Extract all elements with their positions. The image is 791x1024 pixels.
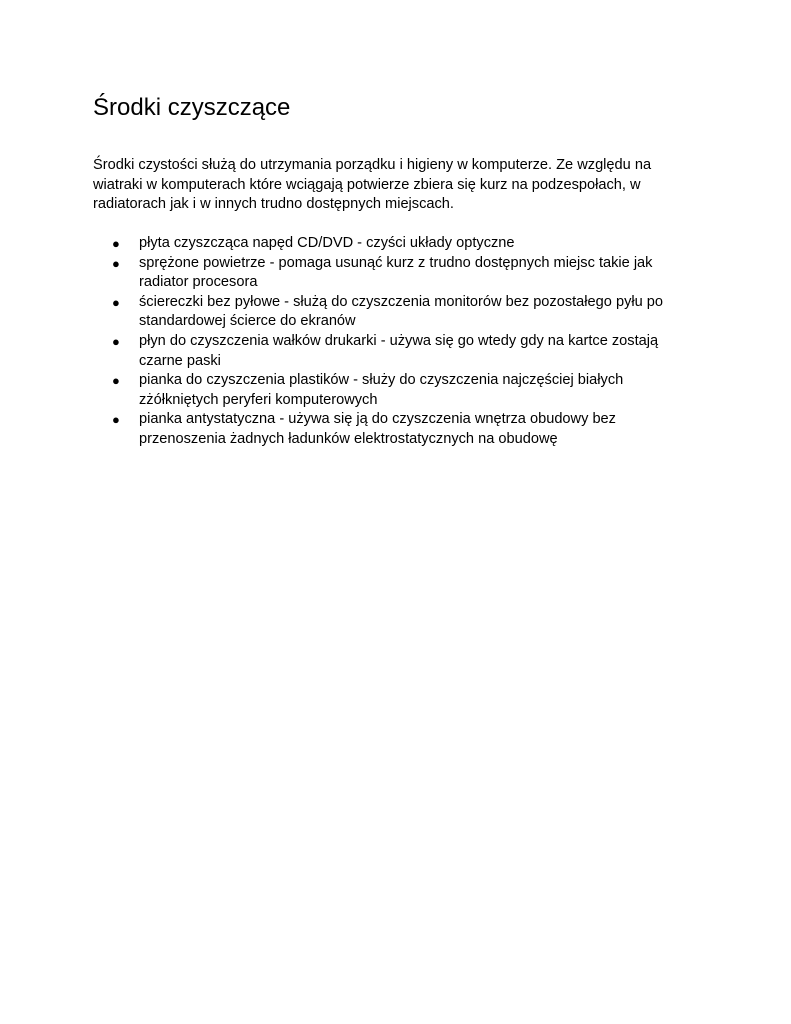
list-item-text: płyta czyszcząca napęd CD/DVD - czyści układy optyczne (139, 235, 515, 251)
list-item (93, 332, 693, 371)
bullet-icon: ● (112, 236, 120, 251)
list-item (93, 234, 693, 254)
list-item-text: sprężone powietrze - pomaga usunąć kurz z trudno dostępnych miejsc takie jak radiator procesora (139, 254, 653, 291)
bullet-icon: ● (112, 294, 120, 310)
list-item (93, 371, 693, 410)
bullet-list (93, 234, 693, 450)
bullet-icon: ● (112, 412, 120, 428)
list-item-text: pianka do czyszczenia plastików - służy do czyszczenia najczęściej białych zżółkniętych peryferi komputerowych (139, 372, 624, 408)
list-item (93, 254, 693, 293)
list-item-text: ściereczki bez pyłowe - służą do czyszczenia monitorów bez pozostałego pyłu po standardowej ścierce do ekranów (139, 293, 664, 330)
list-item (93, 410, 693, 449)
list-item (93, 293, 693, 332)
bullet-icon: ● (112, 373, 120, 389)
bullet-icon: ● (112, 255, 120, 271)
list-item-text: płyn do czyszczenia wałków drukarki - używa się go wtedy gdy na kartce zostają czarne paski (139, 332, 659, 369)
list-item-text: pianka antystatyczna - używa się ją do czyszczenia wnętrza obudowy bez przenoszenia żadnych ładunków elektrostatycznych na obudowę (139, 411, 616, 447)
bullet-icon: ● (112, 333, 120, 349)
intro-paragraph: Środki czystości służą do utrzymania porządku i higieny w komputerze. Ze względu na wiatraki w komputerach które wciągają potwierze zbiera się kurz na podzespołach, w radiatorach jak i w innych trudno dostępnych miejscach. (93, 157, 652, 213)
document-title: Środki czyszczące (93, 94, 291, 121)
